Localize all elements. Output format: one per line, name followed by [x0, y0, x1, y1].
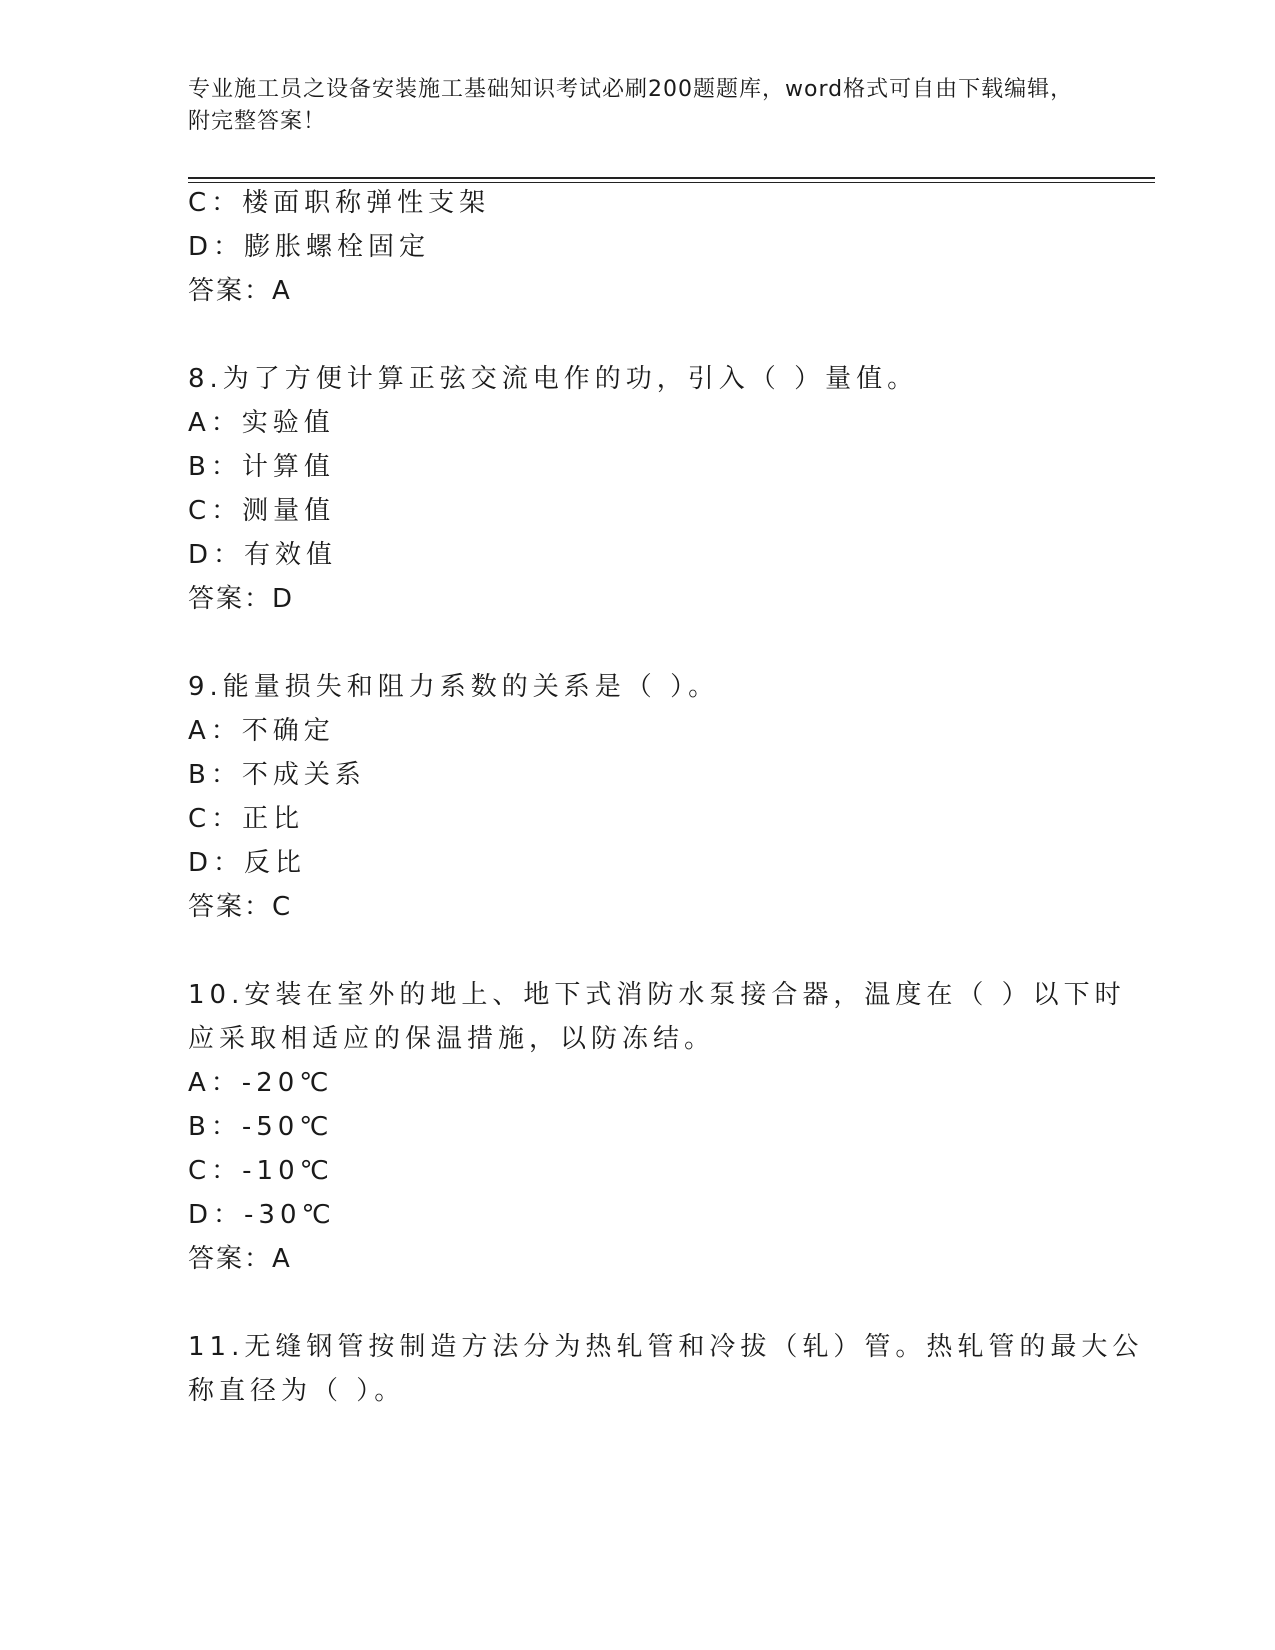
q10-answer: 答案：A: [188, 1244, 292, 1274]
q9-option-b: B：不成关系: [188, 760, 366, 790]
header-divider-thin: [188, 182, 1155, 183]
q9-answer: 答案：C: [188, 892, 293, 922]
q10-option-a: A：-20℃: [188, 1068, 334, 1098]
q8-option-a: A：实验值: [188, 408, 335, 438]
q10-option-d: D：-30℃: [188, 1200, 336, 1230]
q8-option-c: C：测量值: [188, 496, 336, 526]
document-header: 专业施工员之设备安装施工基础知识考试必刷200题题库，word格式可自由下载编辑，附完整答案！: [188, 77, 1074, 134]
q7-answer: 答案：A: [188, 276, 292, 306]
q10-option-b: B：-50℃: [188, 1112, 334, 1142]
q9-option-a: A：不确定: [188, 716, 335, 746]
q9-option-d: D：反比: [188, 848, 307, 878]
q9-stem: 9.能量损失和阻力系数的关系是（ ）。: [188, 672, 720, 702]
q8-option-b: B：计算值: [188, 452, 335, 482]
q8-option-d: D：有效值: [188, 540, 338, 570]
q9-option-c: C：正比: [188, 804, 305, 834]
q7-option-c: C：楼面职称弹性支架: [188, 188, 491, 218]
q10-stem-line2: 应采取相适应的保温措施，以防冻结。: [188, 1024, 716, 1054]
q10-stem-line1: 10.安装在室外的地上、地下式消防水泵接合器，温度在（ ）以下时: [188, 980, 1126, 1010]
q7-option-d: D：膨胀螺栓固定: [188, 232, 431, 262]
q8-stem: 8.为了方便计算正弦交流电作的功，引入（ ）量值。: [188, 364, 919, 394]
q11-stem-line1: 11.无缝钢管按制造方法分为热轧管和冷拔（轧）管。热轧管的最大公: [188, 1332, 1144, 1362]
q8-answer: 答案：D: [188, 584, 295, 614]
q10-option-c: C：-10℃: [188, 1156, 334, 1186]
header-divider-thick: [188, 177, 1155, 179]
q11-stem-line2: 称直径为（ ）。: [188, 1376, 406, 1406]
